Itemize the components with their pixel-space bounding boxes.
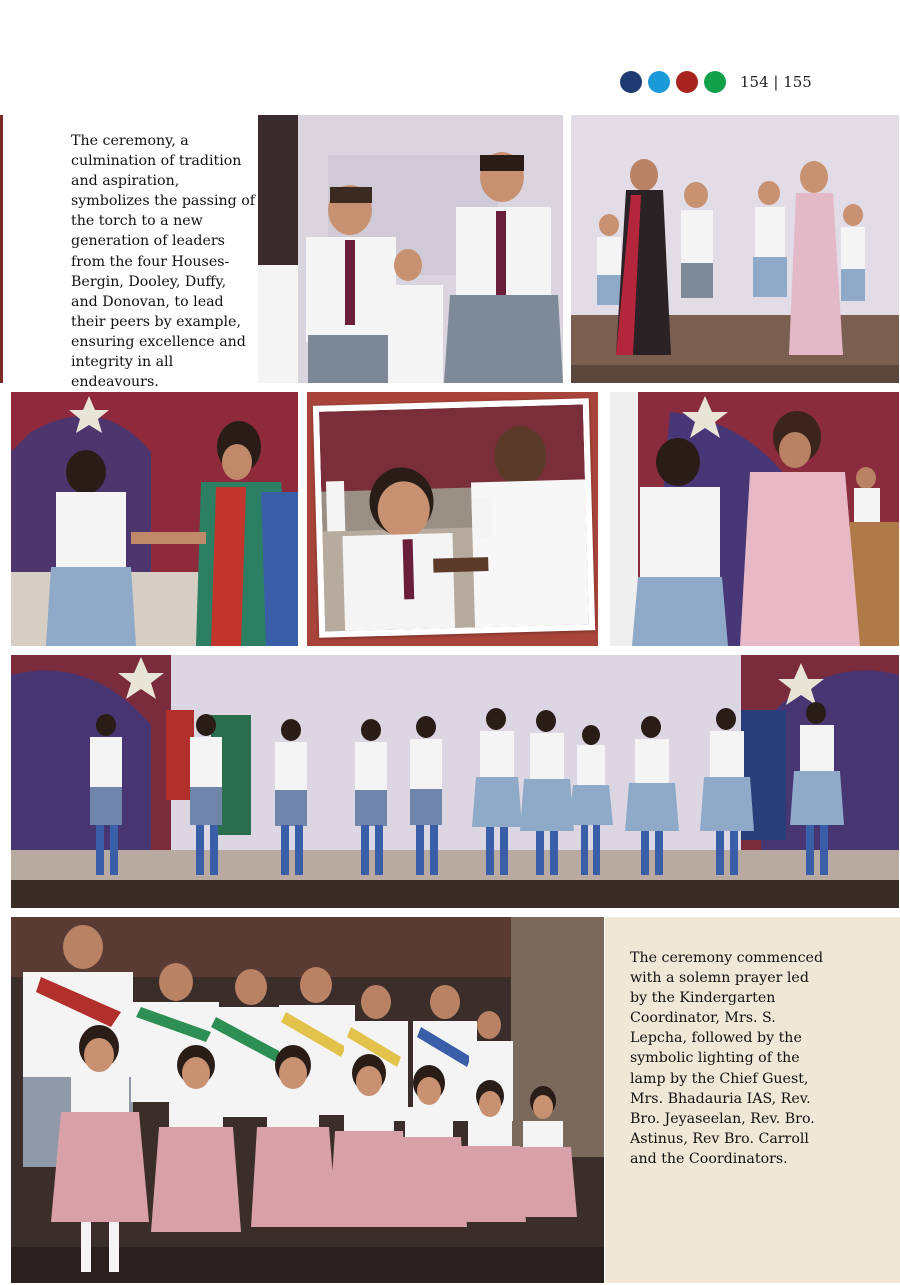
green-dot-icon — [704, 71, 726, 93]
photo-badge-pinning-pink — [610, 392, 899, 646]
page-numbers: 154 | 155 — [740, 73, 812, 91]
navy-dot-icon — [620, 71, 642, 93]
intro-paragraph: The ceremony, a culmination of tradition and aspiration, symbolizes the passing of the torch to a new generation of leaders from the four Houses- Bergin, Dooley, Duffy, and Donovan, to lead their peers by example, ensuring excellence and integrity in all endeavours. — [71, 133, 256, 391]
blue-dot-icon — [648, 71, 670, 93]
photo-guests-stage — [571, 115, 899, 383]
page-header — [620, 70, 812, 94]
red-dot-icon — [676, 71, 698, 93]
photo-oath-salute — [258, 115, 563, 383]
side-rule — [0, 115, 3, 383]
photo-badge-pinning-saree — [11, 392, 298, 646]
photo-brother-badge — [313, 398, 595, 638]
photo-kindergarten-prefects — [11, 917, 604, 1283]
closing-paragraph: The ceremony commenced with a solemn prayer led by the Kindergarten Coordinator, Mrs. S. Lepcha, followed by the symbolic lighting of the lamp by the Chief Guest, Mrs. Bhadauria IAS, Rev. Bro. Jeyaseelan, Rev. Bro. Astinus, Rev Bro. Carroll and the Coordinators. — [630, 950, 824, 1167]
photo-stage-lineup — [11, 655, 899, 908]
